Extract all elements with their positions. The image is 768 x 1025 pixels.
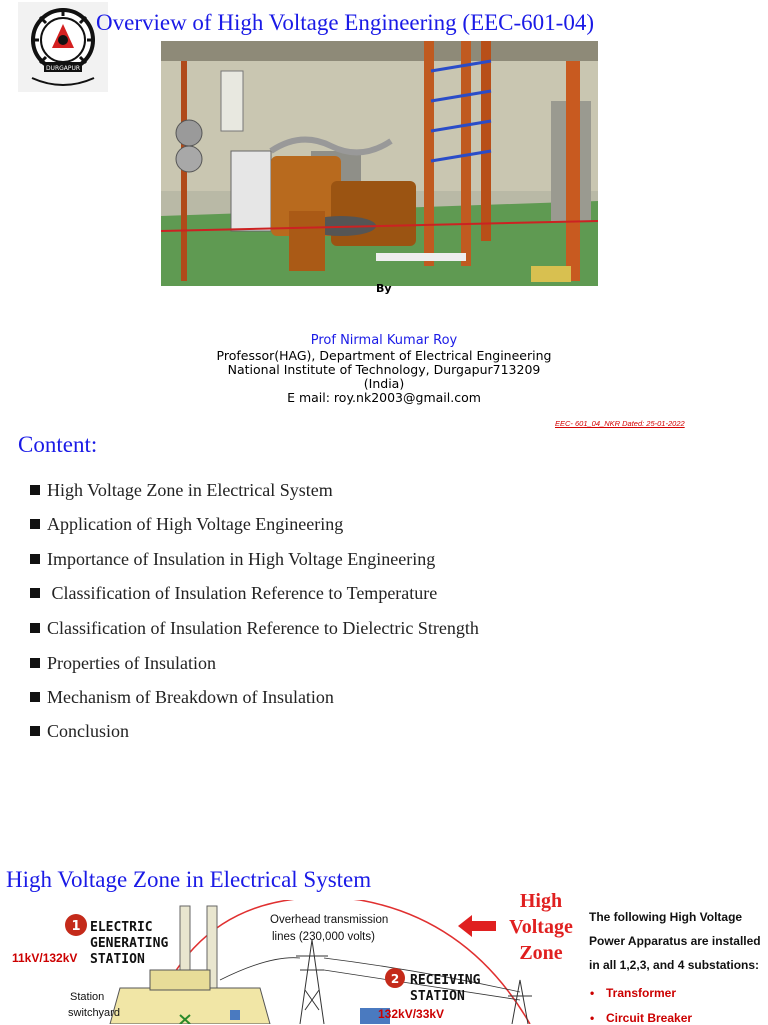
station1-label-line1: ELECTRIC	[90, 920, 153, 935]
station2-number: 2	[390, 972, 400, 986]
arrow-left-icon	[458, 915, 496, 937]
station2-label-line2: STATION	[410, 989, 465, 1004]
slide-title: Overview of High Voltage Engineering (EEC-601-04)	[96, 10, 595, 35]
station1-number: 1	[71, 919, 81, 934]
hv-zone-line: High	[519, 890, 563, 912]
station2-label-line1: RECEIVING	[410, 973, 481, 988]
station1-voltage: 11kV/132kV	[12, 951, 78, 965]
bullet-square-icon	[30, 485, 40, 495]
bullet-square-icon	[30, 692, 40, 702]
author-institute: National Institute of Technology, Durgapur713209	[227, 362, 541, 377]
content-item: Importance of Insulation in High Voltage Engineering	[30, 549, 435, 570]
content-item: High Voltage Zone in Electrical System	[30, 480, 333, 501]
overhead-label-line1: Overhead transmission	[270, 914, 389, 926]
bullet-square-icon	[30, 623, 40, 633]
bullet-square-icon	[30, 658, 40, 668]
content-item: Application of High Voltage Engineering	[30, 514, 343, 535]
author-email: E mail: roy.nk2003@gmail.com	[287, 390, 481, 405]
bullet-dot-icon: •	[590, 986, 595, 1000]
hv-zone-line: Zone	[519, 942, 563, 964]
apparatus-item: • Transformer	[590, 986, 677, 1000]
content-item: Mechanism of Breakdown of Insulation	[30, 687, 334, 708]
station1-label-line3: STATION	[90, 952, 145, 967]
apparatus-intro-text: The following High Voltage Power Apparatus are installed in all 1,2,3, and 4 substations:	[589, 910, 761, 972]
svg-text:DURGAPUR: DURGAPUR	[45, 65, 81, 72]
bullet-square-icon	[30, 519, 40, 529]
station2-voltage: 132kV/33kV	[378, 1007, 445, 1021]
institute-logo	[18, 2, 108, 92]
content-item: Properties of Insulation	[30, 653, 216, 674]
author-name: Prof Nirmal Kumar Roy	[310, 333, 458, 348]
by-label: By	[376, 282, 392, 295]
overhead-label-line2: lines (230,000 volts)	[272, 931, 375, 943]
author-country: (India)	[363, 376, 405, 391]
switchyard-line2: switchyard	[68, 1007, 120, 1019]
switchyard-line1: Station	[70, 991, 105, 1003]
content-item: Conclusion	[30, 721, 129, 742]
bullet-dot-icon: •	[590, 1011, 595, 1025]
slide-title: High Voltage Zone in Electrical System	[6, 867, 372, 892]
high-voltage-lab-photo	[161, 41, 598, 286]
content-item: Classification of Insulation Reference to Dielectric Strength	[30, 618, 479, 639]
author-designation: Professor(HAG), Department of Electrical Engineering	[216, 348, 552, 363]
hv-zone-line: Voltage	[509, 916, 573, 938]
content-heading: Content:	[18, 432, 98, 457]
high-voltage-zone-label	[502, 888, 580, 966]
bullet-square-icon	[30, 726, 40, 736]
bullet-square-icon	[30, 554, 40, 564]
bullet-square-icon	[30, 588, 40, 598]
slide-footer-tag: EEC- 601_04_NKR Dated: 25-01-2022	[555, 419, 685, 428]
content-item: Classification of Insulation Reference to Temperature	[30, 583, 437, 604]
apparatus-item: • Circuit Breaker	[590, 1011, 693, 1025]
station1-label-line2: GENERATING	[90, 936, 169, 951]
